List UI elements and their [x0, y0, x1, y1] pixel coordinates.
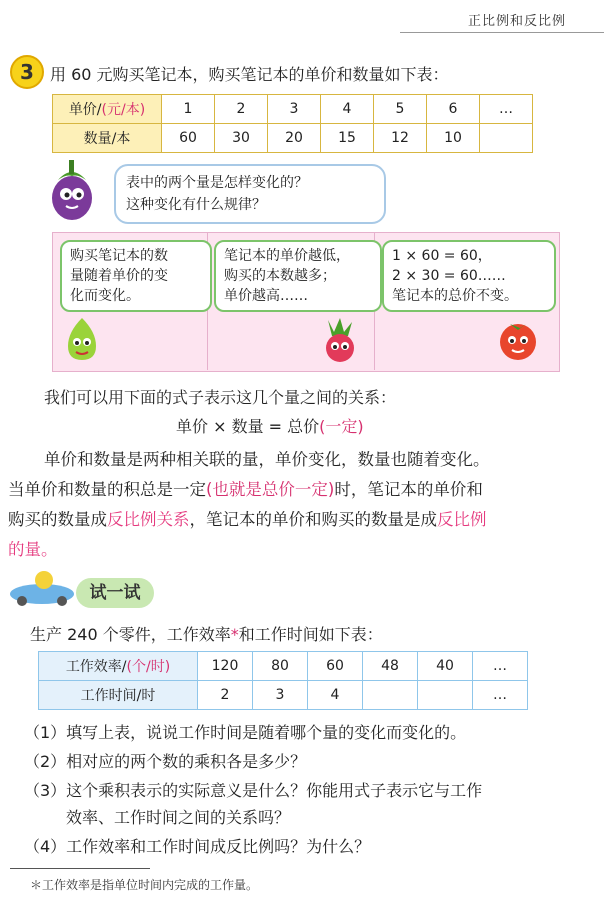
row-header-price: 单价/(元/本) — [53, 95, 162, 124]
efficiency-time-table — [38, 651, 528, 710]
bubble-line: 量随着单价的变 — [70, 268, 168, 284]
paragraph-line: 当单价和数量的积总是一定(也就是总价一定)时，笔记本的单价和 — [8, 480, 483, 499]
paragraph-line: 购买的数量成反比例关系，笔记本的单价和购买的数量是成反比例 — [8, 510, 487, 529]
row-header-quantity: 数量/本 — [53, 124, 162, 153]
bubble-line: 2 × 30 = 60…… — [392, 268, 506, 284]
speech-bubble-3 — [382, 240, 556, 312]
header-divider — [400, 32, 604, 33]
radish-mascot-icon — [316, 314, 364, 364]
table-cell: 2 — [198, 681, 253, 710]
question-3-cont: 效率、工作时间之间的关系吗？ — [66, 808, 291, 827]
table-cell: 3 — [253, 681, 308, 710]
car-mascot-icon — [6, 568, 78, 608]
table-cell: 30 — [215, 124, 268, 153]
table-cell: 5 — [374, 95, 427, 124]
question-speech-bubble — [114, 164, 386, 224]
question-1: （1）填写上表，说说工作时间是随着哪个量的变化而变化的。 — [24, 723, 467, 742]
speech-bubble-2 — [214, 240, 382, 312]
table-cell: 3 — [268, 95, 321, 124]
table-cell — [363, 681, 418, 710]
bubble-line: 表中的两个量是怎样变化的？ — [126, 175, 308, 191]
footnote: ＊工作效率是指单位时间内完成的工作量。 — [30, 878, 259, 892]
speech-bubble-1 — [60, 240, 212, 312]
tomato-mascot-icon — [490, 312, 546, 364]
table-cell: 80 — [253, 652, 308, 681]
footnote-divider — [10, 868, 150, 869]
question-3: （3）这个乘积表示的实际意义是什么？你能用式子表示它与工作 — [24, 781, 483, 800]
table-cell: 2 — [215, 95, 268, 124]
table-cell: … — [473, 681, 528, 710]
table-cell: 60 — [308, 652, 363, 681]
table-cell: 10 — [427, 124, 480, 153]
header-title: 正比例和反比例 — [467, 14, 566, 29]
table-cell: 60 — [162, 124, 215, 153]
bubble-line: 购买的本数越多； — [224, 268, 336, 284]
table-cell: … — [473, 652, 528, 681]
bubble-line: 笔记本的单价越低， — [224, 248, 350, 264]
table-cell: 15 — [321, 124, 374, 153]
table-cell: 120 — [198, 652, 253, 681]
table-row — [39, 681, 528, 710]
table-row — [53, 95, 533, 124]
table-cell: 6 — [427, 95, 480, 124]
try-it-label: 试一试 — [76, 578, 154, 608]
price-quantity-table — [52, 94, 533, 153]
formula: 单价 × 数量 = 总价(一定) — [176, 417, 364, 436]
paragraph-line: 单价和数量是两种相关联的量，单价变化，数量也随着变化。 — [44, 450, 490, 469]
eggplant-mascot-icon — [44, 154, 104, 224]
table-cell: 4 — [308, 681, 363, 710]
table-cell: 4 — [321, 95, 374, 124]
table-row — [39, 652, 528, 681]
table-cell: … — [480, 95, 533, 124]
try-text: 生产 240 个零件，工作效率*和工作时间如下表： — [30, 625, 383, 644]
pear-mascot-icon — [62, 314, 102, 364]
bubble-line: 这种变化有什么规律？ — [126, 197, 266, 213]
bubble-line: 购买笔记本的数 — [70, 248, 168, 264]
table-cell: 12 — [374, 124, 427, 153]
table-cell — [418, 681, 473, 710]
bubble-line: 化而变化。 — [70, 288, 140, 304]
paragraph-line: 的量。 — [8, 540, 58, 559]
problem-number-badge: 3 — [10, 55, 44, 89]
table-cell: 20 — [268, 124, 321, 153]
bubble-line: 1 × 60 = 60， — [392, 248, 492, 264]
bubble-line: 单价越高…… — [224, 288, 308, 304]
table-cell — [480, 124, 533, 153]
table-cell: 48 — [363, 652, 418, 681]
relation-intro: 我们可以用下面的式子表示这几个量之间的关系： — [44, 388, 397, 407]
row-header-time: 工作时间/时 — [39, 681, 198, 710]
table-cell: 40 — [418, 652, 473, 681]
table-cell: 1 — [162, 95, 215, 124]
question-2: （2）相对应的两个数的乘积各是多少？ — [24, 752, 307, 771]
row-header-efficiency: 工作效率/(个/时) — [39, 652, 198, 681]
problem-text: 用 60 元购买笔记本，购买笔记本的单价和数量如下表： — [50, 65, 449, 84]
table-row — [53, 124, 533, 153]
bubble-line: 笔记本的总价不变。 — [392, 288, 518, 304]
question-4: （4）工作效率和工作时间成反比例吗？为什么？ — [24, 837, 371, 856]
